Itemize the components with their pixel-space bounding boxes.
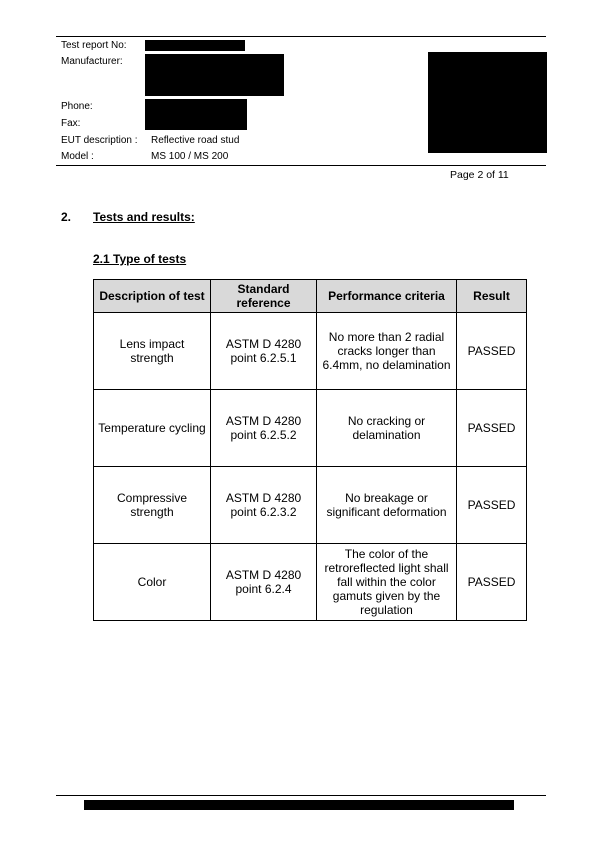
table-cell: PASSED (457, 390, 527, 467)
table-cell: ASTM D 4280 point 6.2.5.1 (211, 313, 317, 390)
model-label: Model : (61, 151, 94, 162)
table-row (94, 390, 527, 467)
table-cell: Temperature cycling (94, 390, 211, 467)
section-number: 2. (61, 210, 72, 224)
page-number: Page 2 of 11 (450, 169, 509, 181)
table-cell: Compressive strength (94, 467, 211, 544)
table-cell: PASSED (457, 313, 527, 390)
table-cell: No cracking or delamination (317, 390, 457, 467)
phone-label: Phone: (61, 101, 93, 112)
model-value: MS 100 / MS 200 (151, 151, 229, 162)
column-header: Result (457, 280, 527, 313)
manufacturer-label: Manufacturer: (61, 56, 123, 67)
fax-label: Fax: (61, 118, 81, 129)
table-row (94, 467, 527, 544)
tests-table (93, 279, 527, 621)
redacted-manufacturer (145, 54, 284, 96)
redacted-footer (84, 800, 514, 810)
table-cell: PASSED (457, 544, 527, 621)
redacted-report-number (145, 40, 245, 51)
header-bottom-rule (56, 165, 546, 166)
eut-description-value: Reflective road stud (151, 135, 240, 146)
subsection-title: 2.1 Type of tests (93, 252, 187, 266)
table-cell: Lens impact strength (94, 313, 211, 390)
table-cell: PASSED (457, 467, 527, 544)
table-cell: ASTM D 4280 point 6.2.5.2 (211, 390, 317, 467)
eut-description-label: EUT description : (61, 135, 138, 146)
test-report-no-label: Test report No: (61, 40, 127, 51)
table-cell: The color of the retroreflected light shall fall within the color gamuts given by the regulation (317, 544, 457, 621)
footer-rule (56, 795, 546, 796)
table-cell: ASTM D 4280 point 6.2.3.2 (211, 467, 317, 544)
column-header: Standard reference (211, 280, 317, 313)
header-top-rule (56, 36, 546, 37)
table-row (94, 313, 527, 390)
column-header: Performance criteria (317, 280, 457, 313)
table-cell: ASTM D 4280 point 6.2.4 (211, 544, 317, 621)
redacted-logo (428, 52, 547, 153)
section-title: Tests and results: (93, 210, 195, 224)
redacted-phone-fax (145, 99, 247, 130)
table-cell: Color (94, 544, 211, 621)
table-header-row (94, 280, 527, 313)
table-row (94, 544, 527, 621)
table-cell: No breakage or significant deformation (317, 467, 457, 544)
table-cell: No more than 2 radial cracks longer than 6.4mm, no delamination (317, 313, 457, 390)
column-header: Description of test (94, 280, 211, 313)
